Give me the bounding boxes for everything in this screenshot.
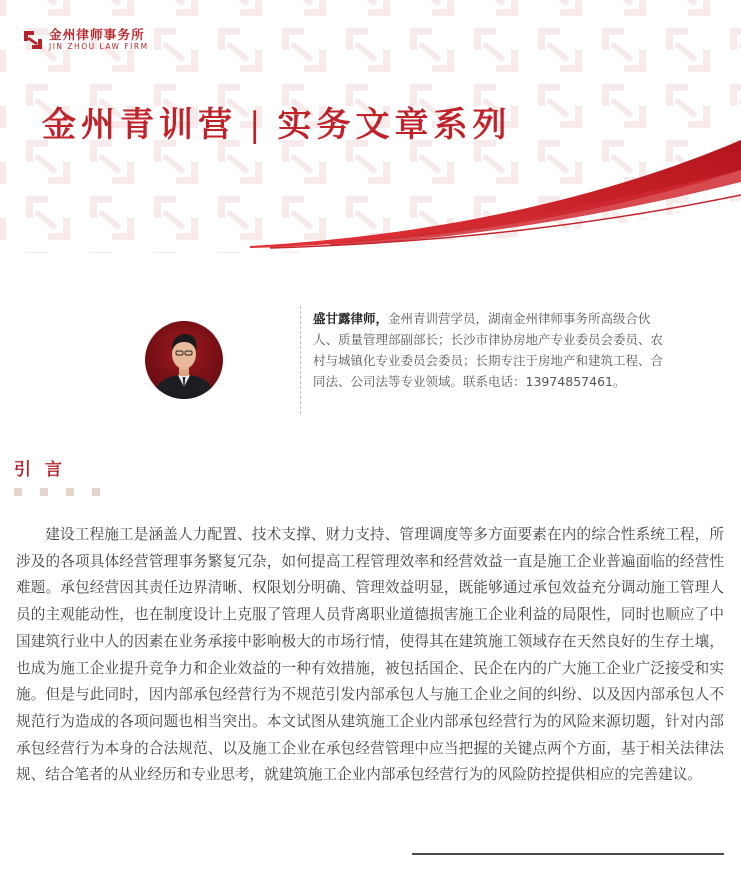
banner-title-right: 实务文章系列 xyxy=(277,105,512,145)
firm-name-cn: 金州律师事务所 xyxy=(49,27,145,42)
author-card xyxy=(0,300,741,420)
author-bio-text: 金州青训营学员，湖南金州律师事务所高级合伙人、质量管理部副部长；长沙市律协房地产专业委员会委员、农村与城镇化专业委员会委员；长期专注于房地产和建筑工程、合同法、公司法等专业领域。联系电话：13974857461。 xyxy=(313,311,664,389)
header-banner xyxy=(0,0,741,253)
intro-paragraph: 建设工程施工是涵盖人力配置、技术支撑、财力支持、管理调度等多方面要素在内的综合性系统工程，所涉及的各项具体经营管理事务繁复冗杂，如何提高工程管理效率和经营效益一直是施工企业普遍面临的经营性难题。承包经营因其责任边界清晰、权限划分明确、管理效益明显，既能够通过承包效益充分调动施工管理人员的主观能动性，也在制度设计上克服了管理人员背离职业道德损害施工企业利益的局限性，同时也顺应了中国建筑行业中人的因素在业务承接中影响极大的市场行情，使得其在建筑施工领域存在天然良好的生存土壤，也成为施工企业提升竞争力和企业效益的一种有效措施，被包括国企、民企在内的广大施工企业广泛接受和实施。但是与此同时，因内部承包经营行为不规范引发内部承包人与施工企业之间的纠纷、以及因内部承包人不规范行为造成的各项问题也相当突出。本文试图从建筑施工企业内部承包经营行为的风险来源切题，针对内部承包经营行为本身的合法规范、以及施工企业在承包经营管理中应当把握的关键点两个方面，基于相关法律法规、结合笔者的从业经历和专业思考，就建筑施工企业内部承包经营行为的风险防控提供相应的完善建议。 xyxy=(16,526,724,784)
red-swoosh-decoration xyxy=(0,0,741,253)
author-name: 盛甘露律师， xyxy=(313,311,389,326)
decor-dot xyxy=(40,488,48,496)
decor-dot xyxy=(66,488,74,496)
section-title-dots xyxy=(14,488,118,496)
decor-dot xyxy=(92,488,100,496)
author-avatar xyxy=(145,321,223,399)
author-divider xyxy=(300,306,301,414)
section-title: 引 言 xyxy=(14,460,66,480)
decor-dot xyxy=(14,488,22,496)
bottom-divider xyxy=(412,853,724,855)
author-bio xyxy=(313,308,673,392)
author-portrait xyxy=(145,321,223,399)
banner-title-separator: | xyxy=(249,105,266,145)
banner-title-left: 金州青训营 xyxy=(42,105,237,145)
firm-name-en: JIN ZHOU LAW FIRM xyxy=(49,42,149,51)
